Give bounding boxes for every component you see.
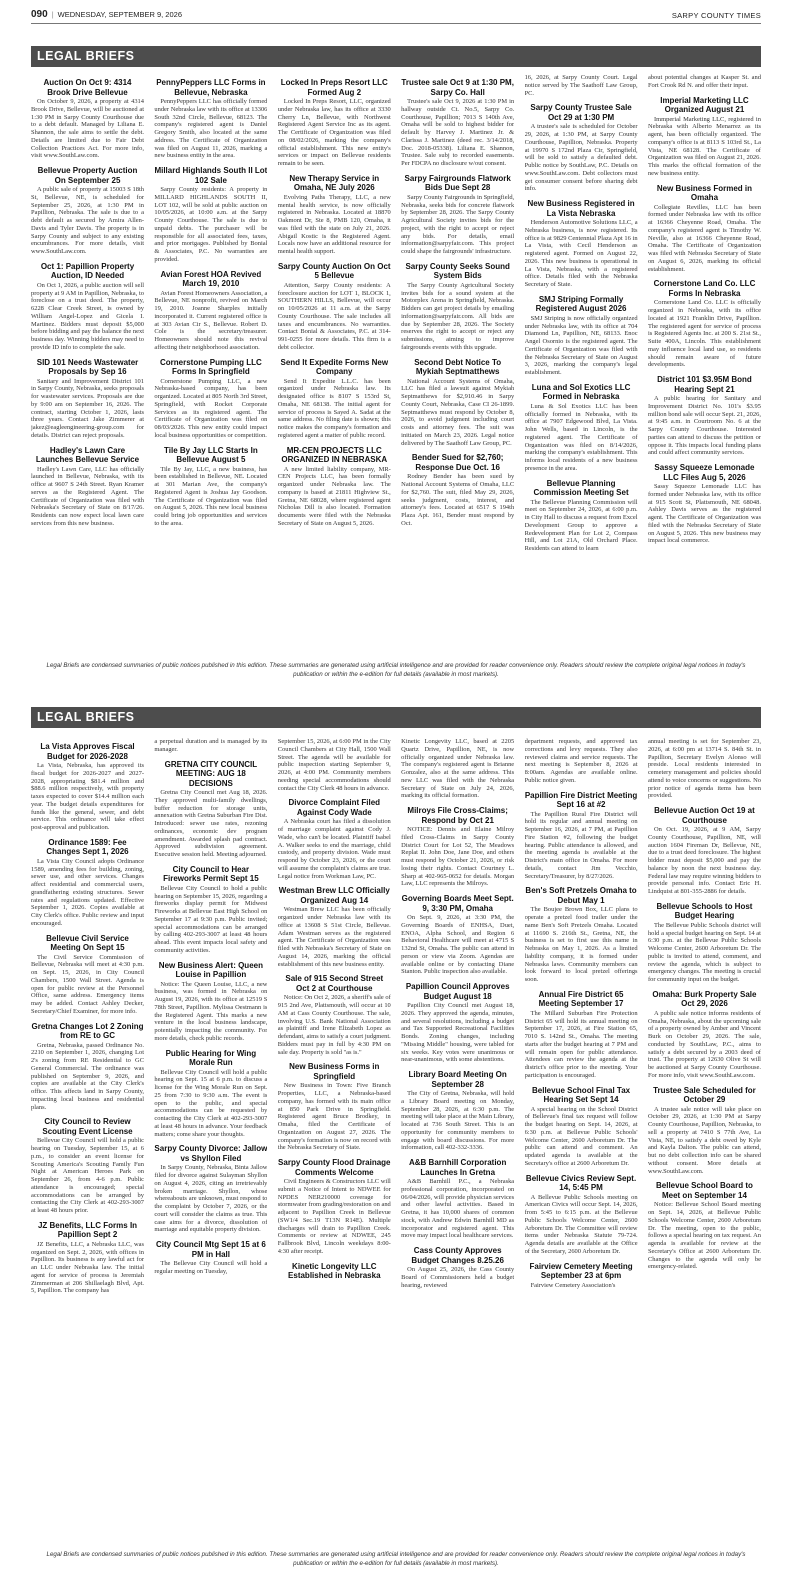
brief-body: PennyPeppers LLC has officially formed under Nebraska law with its office at 13306 South 32nd Circle, Bellevue, 68123. The company's registered agent is Daniel Gregory Smith, also located at the same address. The Certificate of Organization was filed on August 11, 2026, marking a new business entity in the area. [154, 98, 268, 160]
legal-brief [31, 446, 144, 528]
legal-brief [31, 838, 144, 928]
brief-headline: Bender Sued for $2,760; Response Due Oct. 16 [411, 453, 504, 472]
legal-brief [525, 383, 638, 473]
legal-brief [401, 78, 514, 168]
brief-body: The Millard Suburban Fire Protection District 65 will hold its annual meeting on September 17, 2026, at Fire Station 65, 7010 S. 142nd St., Omaha. The meeting starts after the budget hearing at 7 PM and will remain open for public attendance. Attendees can review the agenda at the district's office prior to the meeting. Your participation is encouraged. [524, 1009, 638, 1079]
brief-body: Collegiate Revilles, LLC has been formed under Nebraska law with its office at 16366 Cheyenne Road, Omaha. The company's registered agent is Timothy W. Neville, also at 16366 Cheyenne Road, Omaha. The Certificate of Organization was filed with Nebraska Secretary of State on August 6, 2026, marking its official establishment. [647, 203, 761, 273]
brief-body: In Sarpy County, Nebraska, Binta Jallow filed for divorce against Sulayman Shyllon on August 4, 2026, citing an irretrievably broken marriage. Shyllon, whose whereabouts are unknown, must respond to the complaint by October 7, 2026, or the court will consider the claims as true. This case aims for a divorce, dissolution of marriage and equitable property division. [154, 1164, 268, 1234]
brief-body: The Sarpy County Agricultural Society invites bids for a sound system at the Motorplex Arena in Springfield, Nebraska. Bidders can get project details by emailing information@sarpyfair.com. All bids are due by September 28, 2026. The Society reserves the right to accept or reject any submissions, aiming to improve fairgrounds events with this upgrade. [401, 281, 515, 351]
brief-headline: Library Board Meeting On September 28 [408, 1070, 507, 1089]
legal-brief-continued [648, 738, 761, 800]
column-4 [401, 738, 514, 1544]
legal-brief [278, 446, 391, 528]
brief-body: A public sale notice informs residents of Omaha, Nebraska, about the upcoming sale of a property owned by Amber and Vincent Burk on October 29, 2026. The sale, conducted by SouthLaw, P.C., aims to satisfy a debt secured by a 2003 deed of trust. The property at 12630 Olive St will be auctioned at Sarpy County Courthouse. For more info, visit www.SouthLaw.com. [647, 1009, 761, 1079]
brief-headline: Kinetic Longevity LLC Established in Nebraska [288, 1261, 381, 1280]
section-2-columns [31, 738, 761, 1544]
legal-brief [154, 1049, 267, 1139]
brief-body: On Oct. 19, 2026, at 9 AM, Sarpy County Courthouse, Papillion, NE, will auction 1604 Fireman Dr, Bellevue, NE, due to a trust deed foreclosure. The highest bidder must deposit $5,000 and pay the balance by noon the next business day. Federal law may require winning bidders to provide personal info. Contact Eric H. Lindquist at 801-355-2886 for details. [647, 826, 761, 895]
brief-body: Fairview Cemetery Association's [530, 1281, 616, 1289]
legal-brief [154, 270, 267, 352]
brief-headline: Ordinance 1589: Fee Changes Sept 1, 2026 [46, 837, 129, 857]
brief-headline: La Vista Approves Fiscal Budget for 2026-2028 [40, 742, 135, 761]
brief-headline: Sale of 915 Second Street Oct 2 at Courthouse [285, 974, 384, 993]
brief-body: Attention, Sarpy County residents: A foreclosure auction for LOT 1, BLOCK 1, SOUTHERN HILLS, Bellevue, will occur on 10/05/2026 at 11 a.m. at the Sarpy County Courthouse. The sale includes all taxes and encumbrances. No warranties. Contact Bonial & Associates, P.C. at 314-991-0255 for more details. This firm is a debt collector. [277, 281, 391, 351]
legal-brief [278, 1262, 391, 1281]
legal-brief [154, 166, 267, 264]
legal-brief [648, 184, 761, 274]
legal-brief [278, 78, 391, 168]
brief-body: National Account Systems of Omaha, LLC has filed a lawsuit against Mykiah Septmatthews for $2,910.46 in Sarpy County Court, Nebraska, Case CI 26-1899. Septmatthews must respond by October 8, 2026, to avoid judgment including court costs and attorney fees. The suit was initiated on March 23, 2026. Legal notice delivered by The Saathoff Law Group, PC. [401, 377, 515, 447]
brief-body: The Bellevue Planning Commission will meet on September 24, 2026, at 6:00 p.m. in City Hall to discuss a request from Excel Development Group to approve a Redevelopment Plan for Lot 2, Compass Hill, and Lot 21A, Old Orchard Place. Residents can attend to learn [524, 498, 638, 552]
brief-headline: Cornerstone Land Co. LLC Forms In Nebraska [653, 279, 756, 298]
legal-brief [401, 1070, 514, 1152]
brief-headline: Imperial Marketing LLC Organized August 21 [660, 95, 749, 114]
column-6 [648, 738, 761, 1544]
brief-headline: Omaha: Burk Property Sale Oct 29, 2026 [652, 989, 757, 1009]
legal-brief [278, 262, 391, 352]
brief-headline: Bellevue Auction Oct 19 at Courthouse [654, 806, 755, 825]
brief-body: Locked In Preps Resort, LLC, organized under Nebraska law, has its office at 3330 Cherry Ln, Bellevue, with Northwest Registered Agent Service Inc as its agent. The Certificate of Organization was filed on 08/02/2026, marking the company's official establishment. This new entity's services or impact on Bellevue residents remain to be seen. [277, 98, 391, 167]
legal-brief [401, 1158, 514, 1240]
legal-brief [154, 78, 267, 160]
brief-body: Sassy Squeeze Lemonade LLC has formed under Nebraska law, with its office at 915 Scott St, Plattsmouth, NE 68048. Ashley Davis serves as the registered agent. The Certificate of Organization was filed with the Nebraska Secretary of State on August 5, 2026. This new business may impact local commerce. [647, 483, 761, 545]
legal-brief [401, 1246, 514, 1289]
legal-brief [31, 1221, 144, 1295]
legal-brief [648, 1181, 761, 1271]
brief-body: A trustee sale notice will take place on October 29, 2026, at 1:30 PM at Sarpy County Courthouse, Papillion, Nebraska, to sell a property at 7410 S 77th Ave, La Vista, NE, to satisfy a debt owed by Kyle and Kayla Dalton. The public can attend, but no debt collection info can be shared without consent. More details at www.SouthLaw.com. [647, 1105, 761, 1175]
column-2 [154, 74, 267, 652]
legal-brief [648, 806, 761, 896]
page-header [31, 6, 761, 24]
brief-body: September 15, 2026, at 6:00 PM in the City Council Chambers at City Hall, 1500 Wall Street. The agenda will be available for public inspection starting September 9, 2026, at 4:00 PM. Community members needing special accommodations should contact the City Clerk 48 hours in advance. [277, 738, 391, 792]
brief-headline: Governing Boards Meet Sept. 9, 3:30 PM, Omaha [401, 894, 514, 913]
legal-brief [31, 78, 144, 160]
brief-body: The Papillion Rural Fire District will hold its regular and annual meeting on September 16, 2026, at 7 PM, at Papillion Fire Station #2, following the budget hearing. Public attendance is allowed, and the meeting agenda is available at the District's main office in Omaha. For more details, contact Jim Vecchio, Secretary/Treasurer, by 8/27/2026. [524, 810, 638, 880]
brief-headline: Oct 1: Papillion Property Auction, ID Needed [40, 261, 135, 281]
legal-brief [31, 742, 144, 832]
brief-body: Bellevue City Council to hold a public hearing on September 15, 2026, regarding a fireworks display permit for Midwest Fireworks at Bellevue East High School on September 17 at 9:30 p.m. Public invited; special accommodations can be arranged by calling 402-293-3007 at least 48 hours ahead. This event impacts local safety and community activities. [154, 884, 268, 954]
header-separator: | [51, 10, 54, 19]
brief-headline: Trustee sale Oct 9 at 1:30 PM, Sarpy Co. Hall [401, 78, 514, 97]
brief-headline: New Business Alert: Queen Louise in Papillion [158, 960, 263, 979]
legal-brief [278, 886, 391, 968]
brief-body: SMJ Striping is now officially organized under Nebraska law, with its office at 704 Diamond Ln, Papillion, NE, 68133. Enoc Angel Osornio is the registered agent. The Certificate of Organization was filed with the Nebraska Secretary of State on August 3, 2026, marking the company's legal establishment. [524, 314, 638, 376]
brief-headline: Public Hearing for Wing Morale Run [165, 1048, 257, 1067]
legal-brief [31, 1022, 144, 1112]
legal-brief [154, 961, 267, 1043]
brief-body: Westman Brew LLC has been officially organized under Nebraska law with its office at 13608 S 51st Circle, Bellevue. Adam Westman serves as the registered agent. The Certificate of Organization was filed with Nebraska's Secretary of State on August 14, 2026, marking the official establishment of this new business entity. [277, 906, 391, 968]
brief-body: Bellevue City Council will hold a public hearing on Tuesday, September 15, at 6 p.m., to consider an event license for Scouting America's Scouting Family Fun Night at American Heroes Park on September 26, from 4-6 p.m. Public attendance is encouraged; special accommodations can be arranged by contacting the City Clerk at 402-293-3007 at least 48 hours prior. [31, 1137, 144, 1214]
brief-body: On August 25, 2026, the Cass County Board of Commissioners held a budget hearing, reviewed [401, 1266, 515, 1289]
brief-body: Immperial Marketing LLC, registered in Nebraska with Alberto Menarrez as its agent, has been officially organized. The company's office is at 8113 S 103rd St., La Vista, NE 68128. The Certificate of Organization was filed on August 21, 2026. This marks the official formation of the new business entity. [647, 115, 761, 177]
brief-body: A public hearing for Sanitary and Improvement District No. 101's $3.95 million bond sale will occur Sept. 21, 2026, at 9:45 a.m. in Courtroom No. 6 at the Sarpy County Courthouse. Interested parties can attend to discuss the petition or oppose it. This impacts local funding plans and could affect community services. [647, 395, 761, 457]
brief-headline: Milroys File Cross-Claims; Respond by Oct 21 [407, 806, 508, 825]
brief-body: Avian Forest Homeowners Association, a Bellevue, NE nonprofit, revived on March 19, 2010. Joanne Sharples initially incorporated it. Current registered office is at 303 Avian Cir S., Bellevue. Robert D. Cole is the secretary/treasurer. Homeowners should note this revival affecting their neighborhood association. [154, 289, 268, 351]
brief-headline: Hadley's Lawn Care Launches Bellevue Service [35, 445, 140, 464]
legal-brief [648, 902, 761, 984]
legal-brief [401, 174, 514, 256]
legal-brief [525, 295, 638, 377]
legal-brief [401, 982, 514, 1064]
header-rule [31, 23, 761, 24]
brief-body: On Sept. 9, 2026, at 3:30 PM, the Governing Boards of ENHSA, Duet, ENOA, Alpha School, and Region 6 Behavioral Healthcare will meet at 4715 S 132nd St, Omaha. The public can attend in person or view via Zoom. Agendas are available online or by contacting Diane Stanton. Public inspection also available. [401, 914, 515, 976]
brief-headline: Locked In Preps Resort LLC Formed Aug 2 [280, 78, 388, 97]
brief-body: Notice: Bellevue School Board meeting on Sept. 14, 2026, at Bellevue Public Schools Welcome Center, 2600 Arboretum Dr. The meeting, open to the public, follows a special hearing on tax request. An agenda is available for review at the Secretary's Office at 2600 Arboretum Dr. Changes to the agenda will only be emergency-related. [647, 1201, 761, 1271]
brief-body: The Bellevue City Council will hold a regular meeting on Tuesday, [154, 1260, 268, 1275]
brief-body: Gretna, Nebraska, passed Ordinance No. 2210 on September 1, 2026, changing Lot 2's zoning from RE Residential to GC General Commercial. The ordinance was published on September 9, 2026, and copies are available at the City Clerk's office. This affects land in Sarpy County, impacting local business and residential plans. [31, 1041, 144, 1111]
brief-body: Notice: The Queen Louise, LLC, a new business, was formed in Nebraska on August 19, 2026, with its office at 12519 S 78th Street, Papillion. Mylissa Oestmann is the Registered Agent. This marks a new venture in the local business landscape, potentially impacting the community. For more details, check public records. [154, 980, 268, 1042]
brief-headline: Bellevue Civil Service Meeting On Sept 15 [46, 933, 129, 952]
section-1-footnote: Legal Briefs are condensed summaries of public notices published in this edition. These summaries are generated using artificial intelligence and are provided for reader convenience only. Readers should review the complete original legal notices in today's publication or within the e-edition for full details (available in most markets). [46, 662, 746, 678]
brief-headline: SID 101 Needs Wastewater Proposals by Sep 16 [36, 357, 139, 376]
brief-headline: Trustee Sale Scheduled for October 29 [653, 1085, 756, 1104]
legal-brief-continued [154, 738, 267, 754]
section-2-footnote: Legal Briefs are condensed summaries of public notices published in this edition. These summaries are generated using artificial intelligence and are provided for reader convenience only. Readers should review the complete original legal notices in today's publication or within the e-edition for full details (available in most markets). [46, 1551, 746, 1567]
brief-body: The Civil Service Commission of Bellevue, Nebraska will meet at 4:30 p.m. on Sept. 15, 2026, in City Council Chambers, 1500 Wall Street. Agenda is open for public review at the Personnel Office, same address. Emergency items may be added. Contact Ashley Decker, Secretary/Chief Examiner, for more info. [31, 953, 144, 1015]
legal-brief [648, 990, 761, 1080]
legal-brief [401, 358, 514, 448]
legal-brief [278, 174, 391, 256]
legal-brief [525, 1262, 638, 1290]
brief-body: The Bellevue Public Schools district will hold a special budget hearing on Sept. 14 at 6:30 p.m. at the Bellevue Public Schools Welcome Center, 2600 Arboretum Dr. The public is invited to attend, comment, and review the agenda, which is subject to emergency changes. The meeting is crucial for community input on the budget. [647, 921, 761, 983]
section-banner-1: LEGAL BRIEFS [31, 46, 761, 67]
brief-body: Papillion City Council met August 18, 2026. They approved the agenda, minutes, and several resolutions, including a budget and Tax Supported Recreational Facilities Bonds. Zoning changes, including "Missing Middle" housing, were tabled for six weeks. Key votes were unanimous or near-unanimous, with some abstentions. [401, 1002, 515, 1064]
brief-body: NOTICE: Dennis and Elaine Milroy filed Cross-Claims in Sarpy County District Court for Lot 52, The Meadows Replat II. John Doe, Jane Doe, and others must respond by October 21, 2026, or risk losing their rights. Contact Courtney L. Sharp at 402-965-0652 for details. Morgan Law, LLC represents the Milroys. [401, 826, 515, 888]
brief-body: Trustee's sale Oct 9, 2026 at 1:30 PM in hallway outside Ct. No.5, Sarpy Co. Courthouse, Papillion; 7013 S 140th Ave, Omaha will be sold to highest bidder for default by Harvey J. Martinez Jr. & Clarissa J. Martinez (deed rec. 3/14/2018, Doc. 2018-05338). Liliana E. Shannon, Trustee. Sale subj to recorded easements. Per FDCPA no disclosure w/out consent. [401, 98, 515, 167]
brief-body: The City of Gretna, Nebraska, will hold a Library Board meeting on Monday, September 28, 2026, at 6:30 p.m. The meeting will take place at the Main Library, located at 736 South Street. This is an opportunity for community members to engage with board discussions. For more information, call 402-332-3336. [401, 1090, 515, 1152]
brief-body: Kinetic Longevity LLC, based at 2205 Quartz Drive, Papillion, NE, is now officially organized under Nebraska law. The company's registered agent is Brianne Gonzalez, also at the same address. This new LLC was filed with the Nebraska Secretary of State on July 24, 2026, marking its official formation. [401, 738, 515, 800]
legal-brief [525, 103, 638, 193]
legal-brief [648, 375, 761, 457]
legal-brief [154, 358, 267, 440]
brief-headline: New Therapy Service in Omaha, NE July 2026 [289, 173, 380, 193]
legal-brief [31, 1117, 144, 1215]
brief-headline: Annual Fire District 65 Meeting September 17 [538, 989, 624, 1009]
brief-body: department requests, and approved tax corrections and levy requests. They also reviewed claims and service requests. The next meeting is September 8, 2026 at 8:00am. Agendas are available online. Public notice given. [524, 738, 638, 784]
column-5 [525, 738, 638, 1544]
legal-brief [648, 96, 761, 178]
header-date: WEDNESDAY, SEPTEMBER 9, 2026 [57, 10, 182, 19]
brief-body: Bellevue City Council will hold a public hearing on Sept. 15 at 6 p.m. to discuss a license for the Wing Morale Run on Sept. 25 from 7:30 to 9:30 a.m. The event is open to the public, and special accommodations can be requested by contacting the City Clerk at 402-293-3007 at least 48 hours in advance. Your feedback matters; come share your thoughts. [154, 1068, 268, 1138]
brief-headline: District 101 $3.95M Bond Hearing Sept 21 [657, 375, 752, 394]
column-6 [648, 74, 761, 652]
brief-body: Sarpy County residents: A property in MILLARD HIGHLANDS SOUTH II, LOT 102, will be sold at public auction on 10/05/2026, at 10:00 a.m. at the Sarpy County Courthouse. The sale is due to unpaid debts. The purchaser will be responsible for all associated fees, taxes, and prior mortgages. Published by Bonial & Associates, P.C. No warranties are provided. [154, 186, 268, 263]
brief-body: 16, 2026, at Sarpy County Court. Legal notice served by The Saathoff Law Group, PC. [524, 74, 638, 97]
brief-body: The Boujee Brown Box, LLC plans to operate a pretzel food trailer under the name Ben's Soft Pretzels Omaha. Located at 11690 S. 216th St., Gretna, NE, the business is set to first use this name in Nebraska on May 1, 2026. As a limited liability company, it is formed under Nebraska laws. Community members can look forward to local pretzel offerings soon. [524, 906, 638, 983]
brief-body: La Vista City Council adopts Ordinance 1589, amending fees for building, zoning, sewer use, and other services. Changes affect residential and commercial users, grandfathering existing structures. Sewer rates and regulations updated. Effective September 1, 2026. Copies available at City Clerk's office. Public review and input encouraged. [31, 857, 144, 927]
header-left [31, 9, 182, 20]
legal-brief [31, 166, 144, 256]
legal-brief [31, 262, 144, 352]
legal-brief [648, 1086, 761, 1176]
legal-brief [31, 934, 144, 1016]
brief-headline: Sarpy County Seeks Sound System Bids [405, 261, 510, 281]
legal-brief [401, 262, 514, 352]
brief-headline: City Council to Hear Fireworks Permit Sept 15 [163, 864, 259, 884]
brief-headline: Tile By Jay LLC Starts In Bellevue August 5 [164, 445, 258, 464]
legal-brief [278, 358, 391, 440]
brief-headline: Bellevue School Final Tax Hearing Set Sept 14 [532, 1085, 631, 1104]
legal-brief [278, 1062, 391, 1152]
brief-body: Civil Engineers & Constructors LLC will submit a Notice of Intent to NDWEE for NPDES NER210000 coverage for stormwater from grading/restoration on and adjacent to Papillion Creek in Bellevue (SW1/4 Sec.19 T13N R14E). Multiple discharges will drain to Papillion Creek. Comments or review at NDWEE, 245 Fallbrook Blvd, Lincoln weekdays 8:00-4:30 after receipt. [277, 1178, 391, 1255]
legal-brief [525, 791, 638, 881]
brief-body: A special hearing on the School District of Bellevue's final tax request will follow the budget hearing on Sept. 14, 2026, at 6:30 p.m. at Bellevue Public Schools' Welcome Center, 2600 Arboretum Dr. The public can attend and comment. An updated agenda is available at the Secretary's office at 2600 Arboretum Dr. [524, 1105, 638, 1167]
brief-headline: MR-CEN PROJECTS LLC ORGANIZED IN NEBRASKA [281, 445, 388, 464]
page-number: 090 [31, 9, 48, 20]
brief-body: Tile By Jay, LLC, a new business, has been established in Bellevue, NE. Located at 301 Marian Ave, the company's Registered Agent is Joshua Jay Goodson. The Certificate of Organization was filed on August 5, 2026. This new local business could bring job opportunities and services to the area. [154, 465, 268, 527]
brief-headline: GRETNA CITY COUNCIL MEETING: AUG 18 DECISIONS [164, 759, 258, 788]
brief-body: Cornerstone Pumping LLC, a new Nebraska-based company, has been organized. Located at 805 North 3rd Street, Springfield, with Rocket Corporate Services as its registered agent. The Certificate of Organization was filed on 08/03/2026. This new entity could impact local business opportunities or competition. [154, 377, 268, 439]
brief-body: On October 9, 2026, a property at 4314 Brook Drive, Bellevue, will be auctioned at 1:30 PM in Sarpy County Courthouse due to a debt default. Managed by Liliana E. Shannon, the sale aims to settle the debt. Details are limited due to Fair Debt Collection Practices Act. For more info, visit www.SouthLaw.com. [31, 98, 144, 160]
brief-headline: Avian Forest HOA Revived March 19, 2010 [160, 269, 262, 288]
legal-brief [525, 199, 638, 289]
legal-brief-continued [401, 738, 514, 800]
brief-headline: Luna and Sol Exotics LLC Formed in Nebraska [531, 382, 631, 402]
legal-brief-continued [525, 74, 638, 97]
brief-body: Sarpy County Fairgrounds in Springfield, Nebraska, seeks bids for concrete flatwork by September 28, 2026. The Sarpy County Agricultural Society invites bids for the project, with the right to accept or reject any bids. For details, email information@sarpyfair.com. This project could shape the fairgrounds' infrastructure. [401, 193, 515, 255]
column-3 [278, 738, 391, 1544]
brief-body: A Nebraska court has filed a dissolution of marriage complaint against Cody J. Wade, who can't be located. Plaintiff Isabel A. Walker seeks to end the marriage, child custody, and property division. Wade must respond by October 23, 2026, or the court will assume the complaint's claims are true. Legal notice from Workman Law, PC. [277, 818, 391, 880]
brief-headline: Divorce Complaint Filed Against Cody Wade [288, 798, 381, 817]
section-1-columns [31, 74, 761, 652]
legal-brief [278, 798, 391, 880]
brief-body: Henderson Automotive Solutions LLC, a Nebraska business, is now registered. Its office is at 9829 Centennial Plaza Apt 16 in La Vista, with Cecil Henderson as registered agent. Formed on August 22, 2026. This new business is operational in La Vista, Nebraska, with a registered office. Details filed with the Nebraska Secretary of State. [524, 219, 638, 288]
legal-brief [401, 453, 514, 527]
brief-headline: City Council to Review Scouting Event License [42, 1117, 133, 1136]
legal-brief [401, 806, 514, 888]
legal-brief [154, 1240, 267, 1276]
brief-headline: Papillion Fire District Meeting Sept 16 at #2 [524, 790, 638, 809]
legal-brief [154, 865, 267, 955]
legal-brief [31, 358, 144, 440]
brief-headline: Cass County Approves Budget Changes 8.25.26 [411, 1246, 504, 1265]
legal-brief [525, 479, 638, 553]
brief-body: On Oct 1, 2026, a public auction will sell property at 9 AM in Papillion, Nebraska, to foreclose on a trust deed. The property, 6228 Clear Creek Street, is owned by William Angel-Lopez and Gicela I. Martinez. Bidders must deposit $5,000 before bidding and pay the balance the next business day. Winning bidders may need to provide ID info to complete the sale. [31, 281, 144, 351]
brief-headline: SMJ Striping Formally Registered August 2026 [535, 294, 627, 314]
legal-brief [154, 1144, 267, 1234]
brief-headline: Papillion Council Approves Budget August 18 [405, 982, 510, 1001]
legal-brief-continued [278, 738, 391, 792]
column-2 [154, 738, 267, 1544]
brief-headline: Bellevue School Board to Meet on September 14 [656, 1181, 753, 1200]
brief-body: A public sale of property at 15003 S 18th St, Bellevue, NE, is scheduled for September 25, 2026, at 1:30 PM in Papillion, Nebraska. The sale is due to a debt default as secured by Amira Allen-Davis and Tyler Davis. The property is in Sarpy County and subject to any existing encumbrances. For more details, visit www.SouthLaw.com. [31, 186, 144, 255]
brief-headline: Second Debt Notice To Mykiah Septmatthews [414, 357, 502, 376]
brief-headline: Ben's Soft Pretzels Omaha to Debut May 1 [525, 886, 637, 905]
brief-headline: Cornerstone Pumping LLC Forms In Springfield [160, 357, 262, 376]
brief-headline: Sassy Squeeze Lemonade LLC Files Aug 5, 2026 [654, 463, 755, 482]
brief-headline: Auction On Oct 9: 4314 Brook Drive Bellevue [43, 78, 132, 97]
legal-brief [278, 1158, 391, 1256]
legal-brief [648, 279, 761, 369]
section-banner-2: LEGAL BRIEFS [31, 707, 761, 728]
legal-brief [401, 894, 514, 976]
legal-brief-continued [648, 74, 761, 90]
brief-headline: New Business Formed in Omaha [656, 183, 753, 202]
legal-brief [525, 1174, 638, 1256]
brief-body: Hadley's Lawn Care, LLC has officially launched in Bellevue, Nebraska, with its office at 9607 S 24th Street. Ryan Kramer serves as the Registered Agent. The Certificate of Organization was filed with Nebraska's Secretary of State on 8/17/26. Residents can now expect local lawn care services from this new business. [31, 465, 144, 527]
brief-headline: New Business Registered in La Vista Nebraska [527, 199, 635, 218]
legal-brief [525, 886, 638, 984]
brief-headline: Sarpy County Divorce: Jallow vs Shyllon Filed [154, 1144, 268, 1163]
brief-body: New Business in Town: Five Branch Properties, LLC, a Nebraska-based company, has formed with its main office at 850 Park Drive in Springfield. Registered agent Bruce Brodkey, in Omaha, filed the Certificate of Organization on August 27, 2026. The company's formation is now on record with the Nebraska Secretary of State. [277, 1082, 391, 1152]
brief-body: Evolving Paths Therapy, LLC, a new mental health service, is now officially registered in Nebraska. Located at 18870 Oakmont Dr, Ste 8, PMB 120, Omaha, it was filed with the state on July 21, 2026. Abigail Kostic is the Registered Agent. Locals now have an additional resource for mental health support. [277, 193, 391, 255]
brief-headline: Gretna Changes Lot 2 Zoning from RE to GC [31, 1021, 144, 1040]
brief-headline: Bellevue Property Auction On September 25 [37, 166, 138, 185]
brief-body: Rodney Bender has been sued by National Account Systems of Omaha, LLC for $2,760. The suit, filed May 29, 2026, seeks judgment, costs, interest, and attorney's fees. Located at 6517 S 194th Plaza Apt. 161, Bender must respond by Oct. [401, 473, 515, 527]
publication-name: SARPY COUNTY TIMES [671, 11, 761, 20]
brief-headline: New Business Forms in Springfield [289, 1062, 380, 1081]
column-3 [278, 74, 391, 652]
brief-body: A trustee's sale is scheduled for October 29, 2026, at 1:30 PM, at Sarpy County Courthouse, Papillion, Nebraska. Property at 19970 S 172nd Plaza Cir, Springfield, will be sold to satisfy a defaulted debt. Public notice by SouthLaw, P.C. Details on www.SouthLaw.com. Debt collectors must get consumer consent before sharing debt info. [524, 123, 638, 193]
column-1 [31, 738, 144, 1544]
brief-body: Cornerstone Land Co. LLC is officially organized in Nebraska, with its office located at 1921 Franklin Drive, Papillion. The registered agent for service of process is Registered Agents Inc. at 200 S. 21st St., Suite 400A, Lincoln. This establishment may influence local land use, so residents should remain aware of future developments. [647, 299, 761, 369]
column-4 [401, 74, 514, 652]
brief-body: A new limited liability company, MR-CEN Projects LLC, has been formally organized under Nebraska law. The company is based at 21811 Highview St., Gretna, NE 68028, where registered agent Nicholas Dill is also located. Formation documents were filed with the Nebraska Secretary of State on August 5, 2026. [277, 465, 391, 527]
brief-body: Luna & Sol Exotics LLC has been officially formed in Nebraska, with its office at 7907 Edgewood Blvd, La Vista. John Wells, based in Lincoln, is the registered agent. The Certificate of Organization was filed on 8/14/2026, marking the company's establishment. This informs local residents of a new business presence in the area. [524, 402, 638, 472]
brief-headline: Bellevue Civics Review Sept. 14, 5:45 PM [525, 1173, 637, 1192]
legal-brief [525, 990, 638, 1080]
brief-body: A Bellevue Public Schools meeting on American Civics will occur Sept. 14, 2026, from 5:45 to 6:15 p.m. at the Bellevue Public Schools Welcome Center, 2600 Arboretum Dr. The Committee will review items under Nebraska Statute 79-724. Agenda details are available at the Office of the Secretary, 2600 Arboretum Dr. [524, 1193, 638, 1255]
brief-body: Notice: On Oct 2, 2026, a sheriff's sale of 915 2nd Ave, Plattsmouth, will occur at 10 AM at Cass County Courthouse. The sale, involving U.S. Bank National Association as plaintiff and Irene Elizabeth Lopez as defendant, aims to satisfy a court judgment. Bidders must pay in full by 4:30 PM on sale day. Property is sold "as is." [277, 994, 391, 1056]
brief-body: Sanitary and Improvement District 101 in Sarpy County, Nebraska, seeks proposals for wastewater services. Proposals are due by 9:00 am on September 16, 2026. The contract, starting October 1, 2026, lasts three years. Contact Jake Zimmerer at jakez@eagleengineering-group.com for details. District can reject proposals. [31, 377, 144, 439]
brief-headline: Sarpy Fairgrounds Flatwork Bids Due Sept 28 [404, 173, 511, 193]
brief-body: annual meeting is set for September 23, 2026, at 6:00 pm at 13714 S. 84th St. in Papillion, Secretary Evelyn Alonso will preside. Local residents interested in cemetery management and policies should attend to voice concerns or suggestions. No prior notice of agenda items has been provided. [647, 738, 761, 800]
brief-body: Gretna City Council met Aug 18, 2026. They approved multi-family dwellings, buffer reduction for storage units, annexation with Gretna Suburban Fire Dist. Introduced: sewer use rates, rezoning ordinances, economic dev program amendment. Awarded splash pad contract. Approved subdivision agreement. Executive session held. Meeting adjourned. [154, 789, 268, 858]
brief-body: Send It Expedite L.L.C. has been organized under Nebraska law. Its designated office is 8107 S 153rd St, Omaha, NE 68138. The initial agent for service of process is Sayed A. Sadat at the same address. No filing date is shown; this notice makes the company's formation and registered agent a matter of public record. [277, 377, 391, 439]
brief-headline: City Council Mtg Sept 15 at 6 PM in Hall [155, 1240, 266, 1259]
brief-headline: JZ Benefits, LLC Forms In Papillion Sept 2 [37, 1220, 138, 1240]
column-5 [525, 74, 638, 652]
legal-brief [278, 974, 391, 1056]
legal-brief-continued [525, 738, 638, 785]
brief-headline: Fairview Cemetery Meeting September 23 at 6pm [529, 1261, 633, 1280]
brief-headline: A&B Barnhill Corporation Launches In Gretna [409, 1158, 507, 1177]
brief-body: JZ Benefits, LLC, a Nebraska LLC, was organized on Sept. 2, 2026, with offices in Papillion. Its business is any lawful act for an LLC under Nebraska law. The initial agent for service of process is Jeremiah Zimmerman at 206 Shillaelagh Blvd, Apt. 5, Papillion. The company has [31, 1240, 144, 1295]
legal-brief [154, 760, 267, 859]
legal-brief [648, 463, 761, 545]
brief-body: about potential changes at Kasper St. and Fort Crook Rd N. and offer their input. [647, 74, 761, 89]
brief-headline: Bellevue Planning Commission Meeting Set [533, 478, 629, 497]
column-1 [31, 74, 144, 652]
legal-brief [525, 1086, 638, 1168]
brief-body: A&B Barnhill P.C., a Nebraska professional corporation, incorporated on 06/04/2026, will provide physician services and other lawful activities. Based in Gretna, it has 10,000 shares of common stock, with Andrew Edwin Barnhill MD as incorporator and registered agent. This move may impact local healthcare services. [401, 1178, 515, 1240]
brief-headline: PennyPeppers LLC Forms in Bellevue, Nebraska [156, 78, 266, 97]
brief-headline: Sarpy County Auction On Oct 5 Bellevue [277, 261, 391, 281]
brief-headline: Westman Brew LLC Officially Organized Aug 14 [278, 886, 390, 905]
brief-headline: Millard Highlands South II Lot 102 Sale [154, 166, 268, 185]
legal-brief [154, 446, 267, 528]
brief-headline: Send It Expedite Forms New Company [280, 357, 389, 376]
brief-body: a perpetual duration and is managed by its manager. [154, 738, 268, 753]
brief-body: La Vista, Nebraska, has approved its fiscal budget for 2026-2027 and 2027-2028, appropriating $81.4 million and $88.6 million respectively, with property taxes expected to cover $14.4 million each year. The budget details expenditures for funds like the general, sewer, and debt service. This ordinance will take effect post-approval and publication. [31, 762, 144, 831]
brief-headline: Sarpy County Flood Drainage Comments Welcome [278, 1158, 391, 1177]
brief-headline: Bellevue Schools to Host Budget Hearing [656, 901, 753, 921]
brief-headline: Sarpy County Trustee Sale Oct 29 at 1:30 PM [530, 103, 632, 122]
